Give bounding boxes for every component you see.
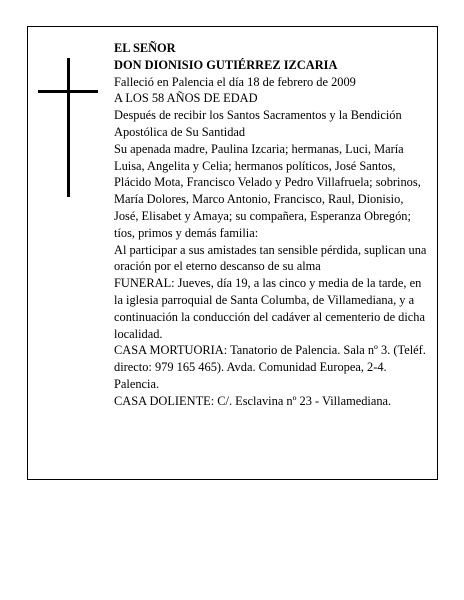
notice-text [114,40,430,410]
obituary-notice [27,26,438,480]
title-line-1: EL SEÑOR [114,41,176,55]
mortuary-paragraph: CASA MORTUORIA: Tanatorio de Palencia. Sala nº 3. (Teléf. directo: 979 165 465). Avda. Comunidad Europea, 2-4. Palencia. [114,343,426,391]
mourning-house-paragraph: CASA DOLIENTE: C/. Esclavina nº 23 - Villamediana. [114,393,392,408]
sacraments-paragraph: Después de recibir los Santos Sacramentos y la Bendición Apostólica de Su Santidad [114,108,402,139]
deceased-name: DON DIONISIO GUTIÉRREZ IZCARIA [114,57,338,72]
family-paragraph: Su apenada madre, Paulina Izcaria; hermanas, Luci, María Luisa, Angelita y Celia; hermanos políticos, José Santos, Plácido Mota, Francisco Velado y Pedro Villafruela; sobrinos, María Dolores, Marco Antonio, Francisco, Raul, Dionisio, José, Elisabet y Amaya; su compañera, Esperanza Obregón; tíos, primos y demás familia: [114,141,421,240]
cross-vertical-bar [67,58,70,197]
age-line: A LOS 58 AÑOS DE EDAD [114,91,258,106]
funeral-paragraph: FUNERAL: Jueves, día 19, a las cinco y media de la tarde, en la iglesia parroquial de Santa Columba, de Villamediana, y a continuación la conducción del cadáver al cementerio de dicha localidad. [114,276,425,341]
request-paragraph: Al participar a sus amistades tan sensible pérdida, suplican una oración por el eterno descanso de su alma [114,242,427,274]
cross-horizontal-bar [38,90,98,93]
death-info: Falleció en Palencia el día 18 de febrero de 2009 [114,74,356,89]
